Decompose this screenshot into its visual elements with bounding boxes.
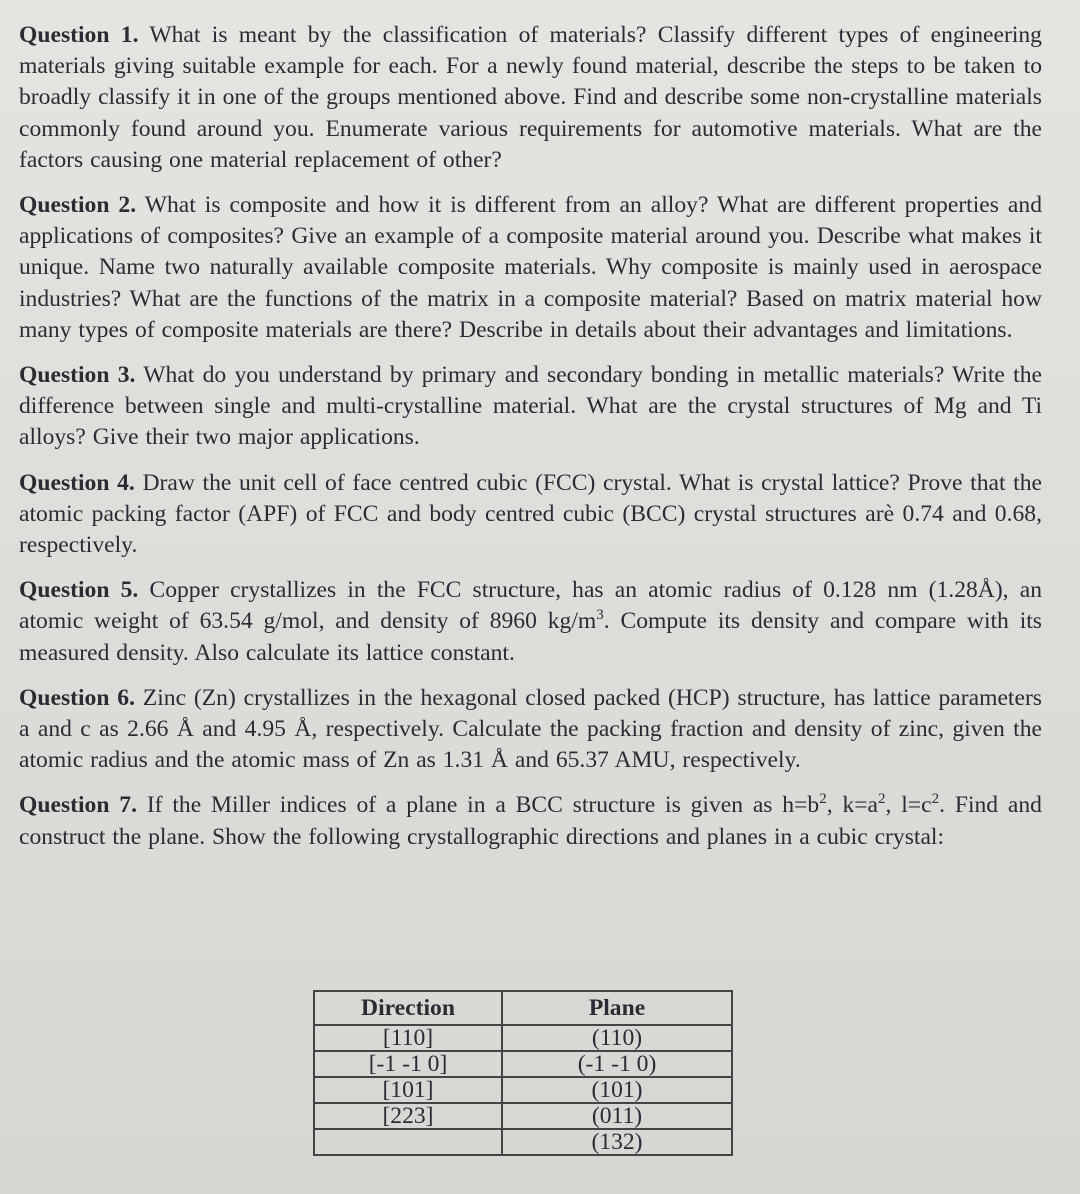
question-label: Question 4. bbox=[19, 469, 135, 496]
question-label: Question 2. bbox=[19, 192, 137, 219]
question-text: Zinc (Zn) crystallizes in the hexagonal closed packed (HCP) structure, has lattice parameters a and c as 2.66 Å and 4.95 Å, respectively. Calculate the packing fraction and density of zinc, given the atomic radius and the atomic mass of Zn as 1.31 Å and 65.37 AMU, respectively. bbox=[19, 684, 1042, 774]
question-label: Question 3. bbox=[19, 362, 136, 389]
question-label: Question 7. bbox=[19, 792, 137, 819]
question-text: What is composite and how it is different from an alloy? What are different properties and applications of composites? Give an example of a composite material around you. Describe what makes it unique. Name two naturally available composite materials. Why composite is mainly used in aerospace industries? What are the functions of the matrix in a composite material? Based on matrix material how many types of composite materials are there? Describe in details about their advantages and limitations. bbox=[19, 192, 1042, 343]
question-text: What do you understand by primary and secondary bonding in metallic materials? Write the difference between single and multi-crystalline material. What are the crystal structures of Mg and Ti alloys? Give their two major applications. bbox=[19, 362, 1042, 451]
question-text-cont: , l=c bbox=[885, 792, 932, 819]
question-label: Question 1. bbox=[19, 22, 139, 48]
directions-planes-table bbox=[313, 990, 733, 1156]
question-2 bbox=[19, 190, 1042, 346]
plane-cell: (101) bbox=[502, 1077, 732, 1103]
table-header-row bbox=[314, 991, 732, 1025]
question-text-cont: . Find and construct the plane. Show the following crystallographic directions and planes in a cubic crystal: bbox=[19, 792, 1042, 850]
question-text: What is meant by the classification of materials? Classify different types of engineering materials giving suitable example for each. For a newly found material, describe the steps to be taken to broadly classify it in one of the groups mentioned above. Find and describe some non-crystalline materials commonly found around you. Enumerate various requirements for automotive materials. What are the factors causing one material replacement of other? bbox=[19, 22, 1042, 173]
direction-cell: [-1 -1 0] bbox=[314, 1051, 502, 1077]
plane-cell: (110) bbox=[502, 1025, 732, 1051]
table-row bbox=[314, 1025, 732, 1051]
table-row bbox=[314, 1051, 732, 1077]
header-direction: Direction bbox=[314, 991, 502, 1025]
plane-cell: (011) bbox=[502, 1103, 732, 1129]
question-7 bbox=[19, 790, 1042, 852]
superscript: 2 bbox=[819, 791, 827, 808]
superscript: 2 bbox=[878, 791, 886, 808]
table-row bbox=[314, 1103, 732, 1129]
question-5 bbox=[19, 575, 1042, 669]
plane-cell: (132) bbox=[502, 1129, 732, 1155]
superscript: 2 bbox=[931, 791, 940, 808]
question-text-cont: . Compute its density and compare with its measured density. Also calculate its lattice constant. bbox=[19, 608, 1042, 666]
superscript: 3 bbox=[596, 607, 604, 624]
question-label: Question 5. bbox=[19, 577, 139, 604]
plane-cell: (-1 -1 0) bbox=[502, 1051, 732, 1077]
question-text: Copper crystallizes in the FCC structure, has an atomic radius of 0.128 nm (1.28Å), an atomic weight of 63.54 g/mol, and density of 8960 kg/m bbox=[19, 577, 1042, 635]
question-label: Question 6. bbox=[19, 684, 135, 711]
table-row bbox=[314, 1129, 732, 1155]
table-row bbox=[314, 1077, 732, 1103]
question-6 bbox=[19, 683, 1042, 777]
header-plane: Plane bbox=[502, 991, 732, 1025]
question-3 bbox=[19, 360, 1042, 454]
question-text: If the Miller indices of a plane in a BCC structure is given as h=b bbox=[146, 792, 820, 819]
question-1 bbox=[19, 20, 1042, 176]
question-4 bbox=[19, 468, 1042, 562]
question-text: Draw the unit cell of face centred cubic (FCC) crystal. What is crystal lattice? Prove that the atomic packing factor (APF) of FCC and body centred cubic (BCC) crystal structures arè 0.74 and 0.68, respectively. bbox=[19, 469, 1042, 559]
direction-cell bbox=[314, 1129, 502, 1155]
question-text-cont: , k=a bbox=[826, 792, 879, 819]
direction-cell: [101] bbox=[314, 1077, 502, 1103]
direction-cell: [223] bbox=[314, 1103, 502, 1129]
direction-cell: [110] bbox=[314, 1025, 502, 1051]
